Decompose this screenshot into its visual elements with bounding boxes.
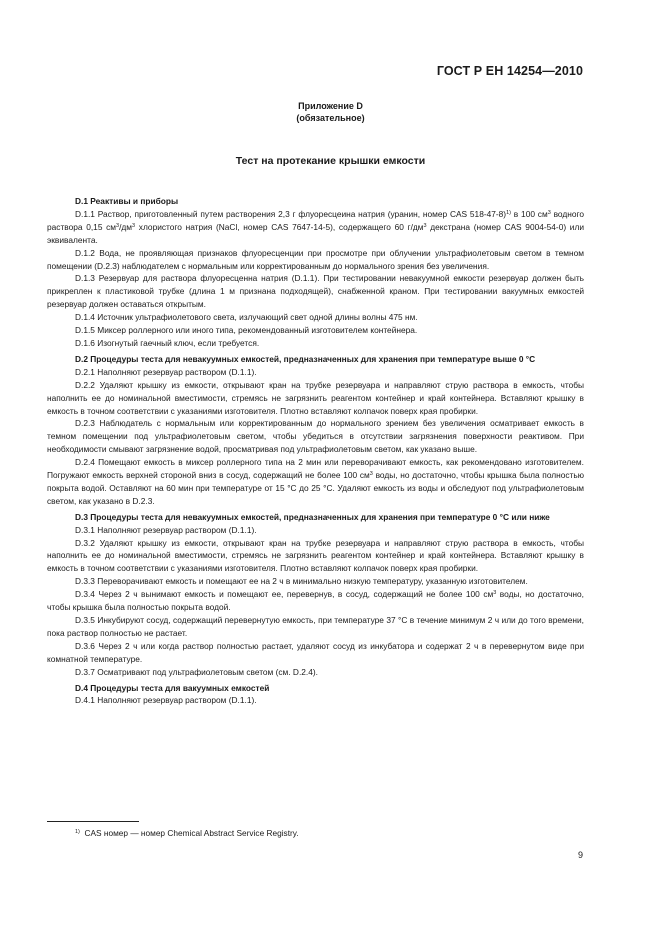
paragraph-d3-6: D.3.6 Через 2 ч или когда раствор полностью растает, удаляют сосуд из инкубатора и содержат 2 ч в перевернутом виде при комнатной температуре.	[47, 640, 584, 664]
paragraph-text: воды, но достаточно, чтобы крышка была полностью покрыта водой.	[47, 589, 584, 613]
section-heading-d4: D.4 Процедуры теста для вакуумных емкостей	[75, 682, 270, 693]
paragraph-d2-3: D.2.3 Наблюдатель с нормальным или корректированным до нормального зрением без увеличения осматривает емкость в темном помещении под ультрафиолетовым светом, чтобы убедиться в отсутствии загрязнения поверхности реактивом. При необходимости смывают загрязнение водой, просматривая под ультрафиолетовым светом, как указано выше.	[47, 418, 584, 455]
paragraph-d3-5: D.3.5 Инкубируют сосуд, содержащий перевернутую емкость, при температуре 37 °С в течение минимум 2 ч или до того времени, пока раствор полностью не растает.	[47, 615, 584, 638]
exponent: 3	[369, 471, 373, 478]
paragraph-d4-1: D.4.1 Наполняют резервуар раствором (D.1.1).	[75, 695, 257, 706]
paragraph-d3-3: D.3.3 Переворачивают емкость и помещают ее на 2 ч в минимально низкую температуру, указанную изготовителем.	[75, 576, 528, 587]
paragraph-text: D.1.1 Раствор, приготовленный путем растворения 2,3 г флуоресцеина натрия (уранин, номер CAS 518-47-8)	[75, 208, 507, 219]
paragraph-d2-4	[47, 456, 584, 508]
paragraph-text: хлористого натрия (NaCl, номер CAS 7647-14-5), содержащего 60 г/дм	[135, 221, 424, 232]
paragraph-text: /дм	[119, 221, 133, 232]
footnote-divider	[47, 821, 139, 822]
paragraph-d1-1	[47, 208, 584, 247]
paragraph-d1-4: D.1.4 Источник ультрафиолетового света, излучающий свет одной длины волны 475 нм.	[75, 312, 418, 323]
section-heading-d2: D.2 Процедуры теста для невакуумных емкостей, предназначенных для хранения при температуре выше 0 °С	[75, 353, 536, 364]
document-title: Тест на протекание крышки емкости	[235, 155, 426, 167]
exponent: 3	[116, 222, 120, 229]
standard-header: ГОСТ Р ЕН 14254—2010	[436, 64, 583, 78]
paragraph-text: воды, но достаточно, чтобы крышка была полностью покрыта водой. Оставляют на 60 мин при температуре от 15 °С до 25 °С. Удаляют емкость из воды и обследуют под ультрафиолетовым светом, как указано в D.2.3.	[47, 470, 584, 506]
paragraph-d1-5: D.1.5 Миксер роллерного или иного типа, рекомендованный изготовителем контейнера.	[75, 325, 418, 336]
section-heading-d1: D.1 Реактивы и приборы	[75, 196, 179, 206]
paragraph-d1-3: D.1.3 Резервуар для раствора флуоресценна натрия (D.1.1). При тестировании невакуумной емкости резервуар должен быть прикреплен к пластиковой трубке (длина 1 м признана подходящей), снабженной краном. При тестировании вакуумных емкостей резервуар должен оставаться открытым.	[47, 273, 584, 310]
page-number: 9	[577, 850, 583, 860]
footnote-text: CAS номер — номер Chemical Abstract Service Registry.	[84, 828, 299, 838]
paragraph-d3-7: D.3.7 Осматривают под ультрафиолетовым светом (см. D.2.4).	[75, 666, 318, 677]
paragraph-d1-6: D.1.6 Изогнутый гаечный ключ, если требуется.	[75, 337, 260, 348]
section-heading-d3: D.3 Процедуры теста для невакуумных емкостей, предназначенных для хранения при температуре 0 °С или ниже	[75, 511, 550, 522]
appendix-label: Приложение D	[298, 101, 363, 111]
exponent: 3	[547, 209, 551, 216]
exponent: 3	[132, 222, 136, 229]
document-body	[47, 195, 584, 707]
paragraph-d3-4	[47, 588, 584, 614]
paragraph-d1-2: D.1.2 Вода, не проявляющая признаков флуоресценции при просмотре при облучении ультрафиолетовым светом в темном помещении (D.2.3) наблюдателем с нормальным или корректированным до нормального зрения без увеличения.	[47, 247, 584, 271]
paragraph-text: водного раствора 0,15 см	[47, 208, 584, 232]
paragraph-d2-1: D.2.1 Наполняют резервуар раствором (D.1.1).	[75, 366, 257, 377]
appendix-status: (обязательное)	[296, 113, 365, 123]
paragraph-text: в 100 см	[510, 208, 548, 219]
paragraph-d3-1: D.3.1 Наполняют резервуар раствором (D.1.1).	[75, 524, 257, 535]
paragraph-text: D.2.4 Помещают емкость в миксер роллерного типа на 2 мин или переворачивают емкость, как рекомендовано изготовителем. Погружают емкость верхней стороной вниз в сосуд, содержащий не более 100 см	[47, 457, 584, 481]
footnote	[75, 828, 299, 838]
exponent: 3	[493, 590, 497, 597]
paragraph-text: декстрана (номер CAS 9004-54-0) или эквивалента.	[47, 221, 584, 245]
paragraph-d2-2: D.2.2 Удаляют крышку из емкости, открывают кран на трубке резервуара и направляют струю раствора в емкость, чтобы наполнить ее до номинальной вместимости, стремясь не загрязнить реагентом контейнер и край контейнера. Вставляют крышку в емкость в точном соответствии с указаниями изготовителя. Плотно вставляют колпачок поверх края пробирки.	[47, 379, 584, 416]
footnote-mark: 1)	[75, 829, 80, 835]
paragraph-text: D.3.4 Через 2 ч вынимают емкость и помещают ее, перевернув, в сосуд, содержащий не более 100 см	[75, 589, 494, 600]
paragraph-d3-2: D.3.2 Удаляют крышку из емкости, открывают кран на трубке резервуара и направляют струю раствора в емкость, чтобы наполнить ее до номинальной вместимости, стремясь не загрязнить реагентом контейнер и край контейнера. Вставляют крышку в емкость в точном соответствии с указаниями изготовителя. Плотно вставляют колпачок поверх края пробирки.	[47, 537, 584, 574]
footnote-ref: 1)	[506, 209, 511, 216]
exponent: 3	[423, 222, 427, 229]
